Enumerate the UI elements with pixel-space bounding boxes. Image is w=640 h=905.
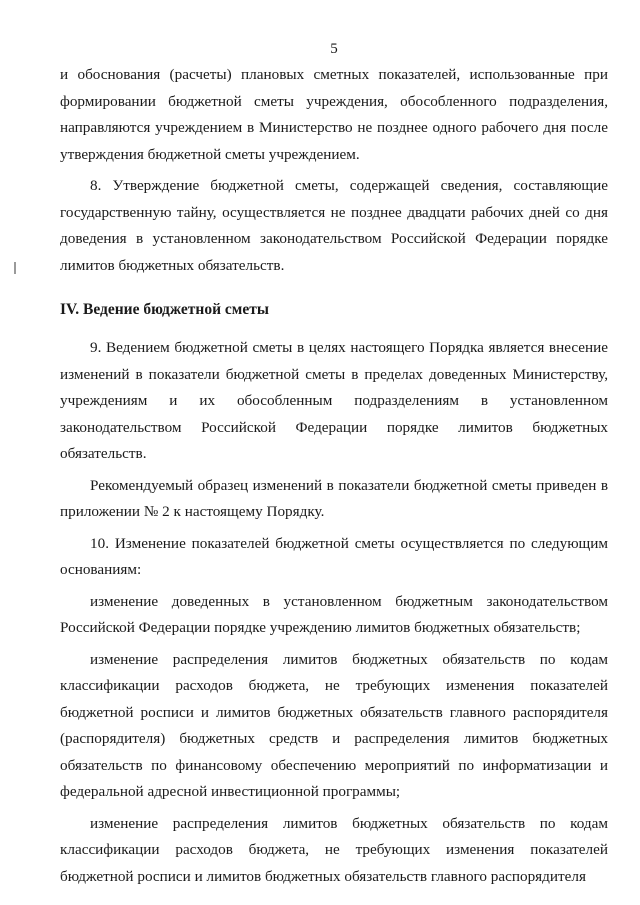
section-heading-iv: IV. Ведение бюджетной сметы xyxy=(60,301,269,318)
list-item-1: изменение доведенных в установленном бюджетным законодательством Российской Федерации порядке учреждению лимитов бюджетных обязательств; xyxy=(60,592,608,636)
paragraph-continuation: и обоснования (расчеты) плановых сметных показателей, использованные при формировании бюджетной сметы учреждения, обособленного подразделения, направляются учреждением в Министерство не позднее одного рабочего дня после утверждения бюджетной сметы учреждением. xyxy=(60,66,608,163)
document-body xyxy=(60,62,608,890)
list-item-3: изменение распределения лимитов бюджетных обязательств по кодам классификации расходов бюджета, не требующих изменения показателей бюджетной росписи и лимитов бюджетных обязательств главного распорядителя xyxy=(60,814,608,885)
scan-edge-mark xyxy=(14,262,16,274)
paragraph-8: 8. Утверждение бюджетной сметы, содержащей сведения, составляющие государственную тайну, осуществляется не позднее двадцати рабочих дней со дня доведения в установленном законодательством Российской Федерации порядке лимитов бюджетных обязательств. xyxy=(60,177,608,274)
paragraph-9: 9. Ведением бюджетной сметы в целях настоящего Порядка является внесение изменений в показатели бюджетной сметы в пределах доведенных Министерству, учреждениям и их обособленным подразделениям в установленном законодательством Российской Федерации порядке лимитов бюджетных обязательств. xyxy=(60,339,608,462)
page-number: 5 xyxy=(330,41,338,57)
list-item-2: изменение распределения лимитов бюджетных обязательств по кодам классификации расходов бюджета, не требующих изменения показателей бюджетной росписи и лимитов бюджетных обязательств главного распорядителя (распорядителя) бюджетных средств и распределения лимитов бюджетных обязательств по финансовому обеспечению мероприятий по информатизации и федеральной адресной инвестиционной программы; xyxy=(60,650,608,800)
paragraph-10: 10. Изменение показателей бюджетной сметы осуществляется по следующим основаниям: xyxy=(60,534,608,578)
paragraph-recommended-sample: Рекомендуемый образец изменений в показатели бюджетной сметы приведен в приложении № 2 к настоящему Порядку. xyxy=(60,476,608,520)
